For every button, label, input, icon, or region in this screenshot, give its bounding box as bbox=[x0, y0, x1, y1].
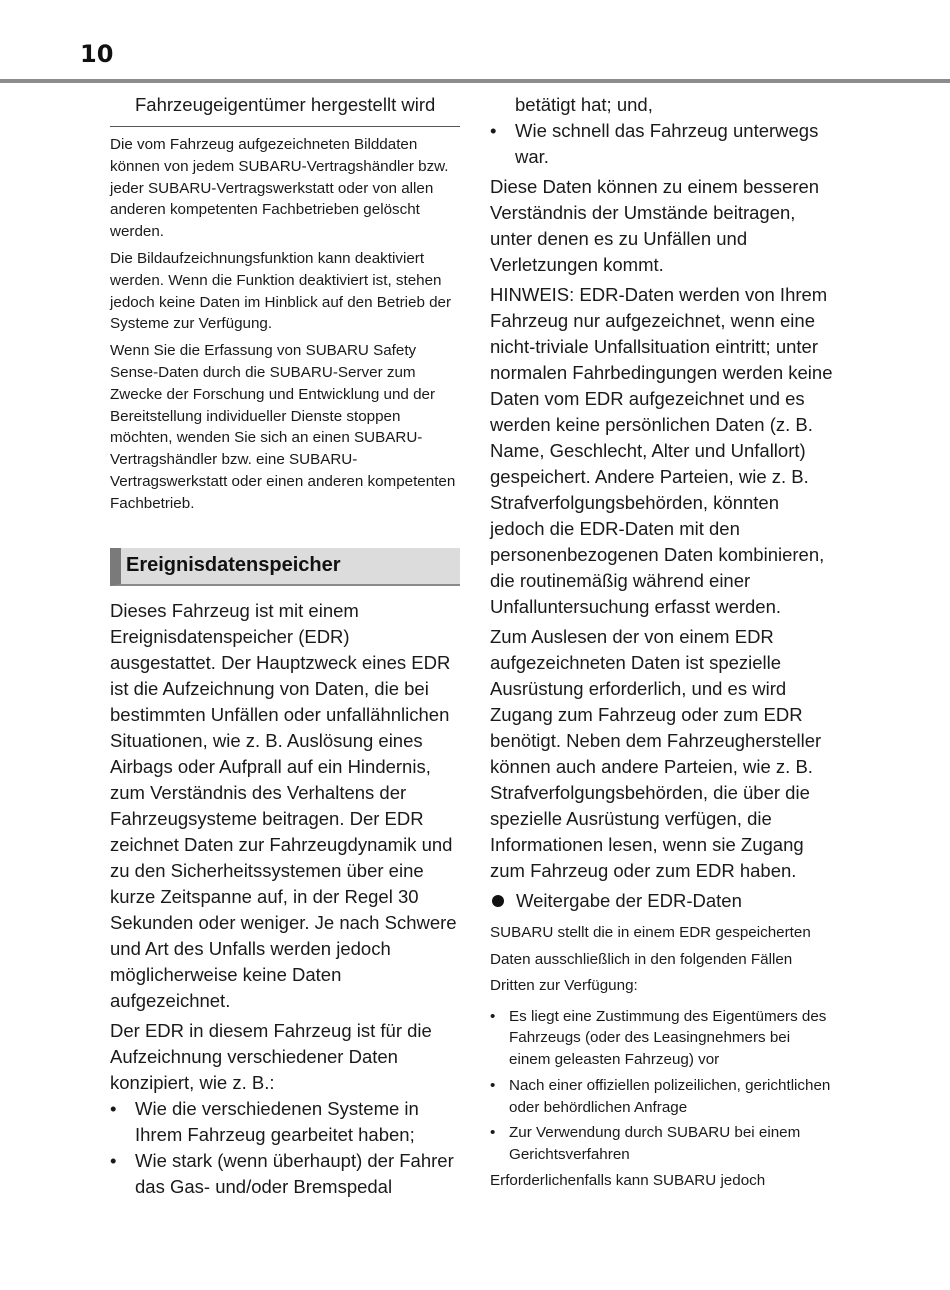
body-paragraph: Zum Auslesen der von einem EDR aufgezeichneten Daten ist spezielle Ausrüstung erforderlich, und es wird Zugang zum Fahrzeug oder zum EDR benötigt. Neben dem Fahrzeughersteller können auch andere Parteien, wie z. B. Strafverfolgungsbehörden, die über die spezielle Ausrüstung verfügen, die Informationen lesen, wenn sie Zugang zum Fahrzeug oder zum EDR haben. bbox=[490, 626, 822, 881]
bullet-marker: • bbox=[490, 120, 497, 141]
small-bullet-list bbox=[490, 1006, 835, 1167]
list-item-continuation: Fahrzeugeigentümer hergestellt wird bbox=[135, 94, 436, 115]
right-column bbox=[490, 92, 835, 1192]
bullet-marker: • bbox=[110, 1149, 117, 1171]
note-paragraph: Die Bildaufzeichnungsfunktion kann deaktiviert werden. Wenn die Funktion deaktiviert ist, stehen jedoch keine Daten im Hinblick auf den Betrieb der Systeme zur Verfügung. bbox=[110, 249, 452, 333]
note-paragraph: Die vom Fahrzeug aufgezeichneten Bilddaten können von jedem SUBARU-Vertragshändler bzw. jeder SUBARU-Vertragswerkstatt oder von allen anderen kompetenten Fachbetrieben gelöscht werden. bbox=[110, 136, 449, 241]
list-item bbox=[490, 118, 835, 170]
note-paragraph: Wenn Sie die Erfassung von SUBARU Safety Sense-Daten durch die SUBARU-Server zum Zwecke der Forschung und Entwicklung und der Bereitstellung individueller Dienste stoppen möchten, wenden Sie sich an einen SUBARU-Vertragshändler bzw. eine SUBARU-Vertragswerkstatt oder einen anderen kompetenten Fachbetrieb. bbox=[110, 342, 456, 512]
body-paragraph: Diese Daten können zu einem besseren Verständnis der Umstände beitragen, unter denen es zu Unfällen und Verletzungen kommt. bbox=[490, 176, 820, 275]
list-item bbox=[110, 1096, 460, 1148]
note-box bbox=[110, 134, 460, 515]
list-item-text: Nach einer offiziellen polizeilichen, gerichtlichen oder behördlichen Anfrage bbox=[509, 1076, 831, 1116]
subheading bbox=[490, 888, 835, 914]
list-item bbox=[490, 1006, 835, 1071]
list-item bbox=[490, 1122, 835, 1166]
left-column bbox=[110, 92, 460, 1200]
body-paragraph: Der EDR in diesem Fahrzeug ist für die Aufzeichnung verschiedener Daten konzipiert, wie z. B.: bbox=[110, 1019, 432, 1093]
bullet-marker: • bbox=[490, 1007, 496, 1025]
body-paragraph: Dieses Fahrzeug ist mit einem Ereignisdatenspeicher (EDR) ausgestattet. Der Hauptzweck eines EDR ist die Aufzeichnung von Daten, die bei bestimmten Unfällen oder unfallähnlichen Situationen, wie z. B. Auslösung eines Airbags oder Aufprall auf ein Hindernis, zum Verständnis des Verhaltens der Fahrzeugsysteme beitragen. Der EDR zeichnet Daten zur Fahrzeugdynamik und zu den Sicherheitssystemen über eine kurze Zeitspanne auf, in der Regel 30 Sekunden oder weniger. Je nach Schwere und Art des Unfalls werden jedoch möglicherweise keine Daten aufgezeichnet. bbox=[110, 599, 457, 1011]
list-item-text: Es liegt eine Zustimmung des Eigentümers des Fahrzeugs (oder des Leasingnehmers bei einem geleasten Fahrzeug) vor bbox=[509, 1007, 827, 1069]
list-item-text: Wie die verschiedenen Systeme in Ihrem Fahrzeug gearbeitet haben; bbox=[135, 1097, 419, 1145]
small-paragraph: SUBARU stellt die in einem EDR gespeicherten Daten ausschließlich in den folgenden Fällen Dritten zur Verfügung: bbox=[490, 924, 811, 994]
list-item-continuation: betätigt hat; und, bbox=[515, 94, 653, 115]
list-item-text: Zur Verwendung durch SUBARU bei einem Gerichtsverfahren bbox=[509, 1124, 801, 1164]
bullet-list bbox=[490, 118, 835, 170]
page-number: 10 bbox=[80, 40, 114, 68]
bullet-marker: • bbox=[490, 1124, 496, 1142]
bullet-marker: • bbox=[490, 1076, 496, 1094]
list-item-text: Wie stark (wenn überhaupt) der Fahrer das Gas- und/oder Bremspedal bbox=[135, 1149, 454, 1197]
body-paragraph: HINWEIS: EDR-Daten werden von Ihrem Fahrzeug nur aufgezeichnet, wenn eine nicht-triviale Unfallsituation eintritt; unter normalen Fahrbedingungen werden keine Daten vom EDR aufgezeichnet und es werden keine persönlichen Daten (z. B. Name, Geschlecht, Alter und Unfallort) gespeichert. Andere Parteien, wie z. B. Strafverfolgungsbehörden, könnten jedoch die EDR-Daten mit den personenbezogenen Daten kombinieren, die routinemäßig während einer Unfalluntersuchung erfasst werden. bbox=[490, 284, 833, 617]
list-item-text: Wie schnell das Fahrzeug unterwegs war. bbox=[515, 120, 819, 167]
list-item bbox=[490, 1075, 835, 1119]
subheading-text: Weitergabe der EDR-Daten bbox=[516, 890, 742, 911]
list-item bbox=[110, 1148, 460, 1200]
small-paragraph: Erforderlichenfalls kann SUBARU jedoch bbox=[490, 1172, 766, 1190]
filled-circle-icon bbox=[492, 895, 504, 907]
section-title: Ereignisdatenspeicher bbox=[126, 554, 341, 577]
section-heading bbox=[110, 548, 460, 586]
bullet-marker: • bbox=[110, 1097, 117, 1119]
note-divider bbox=[110, 126, 460, 127]
bullet-list bbox=[110, 1096, 460, 1200]
header-rule bbox=[0, 79, 950, 83]
